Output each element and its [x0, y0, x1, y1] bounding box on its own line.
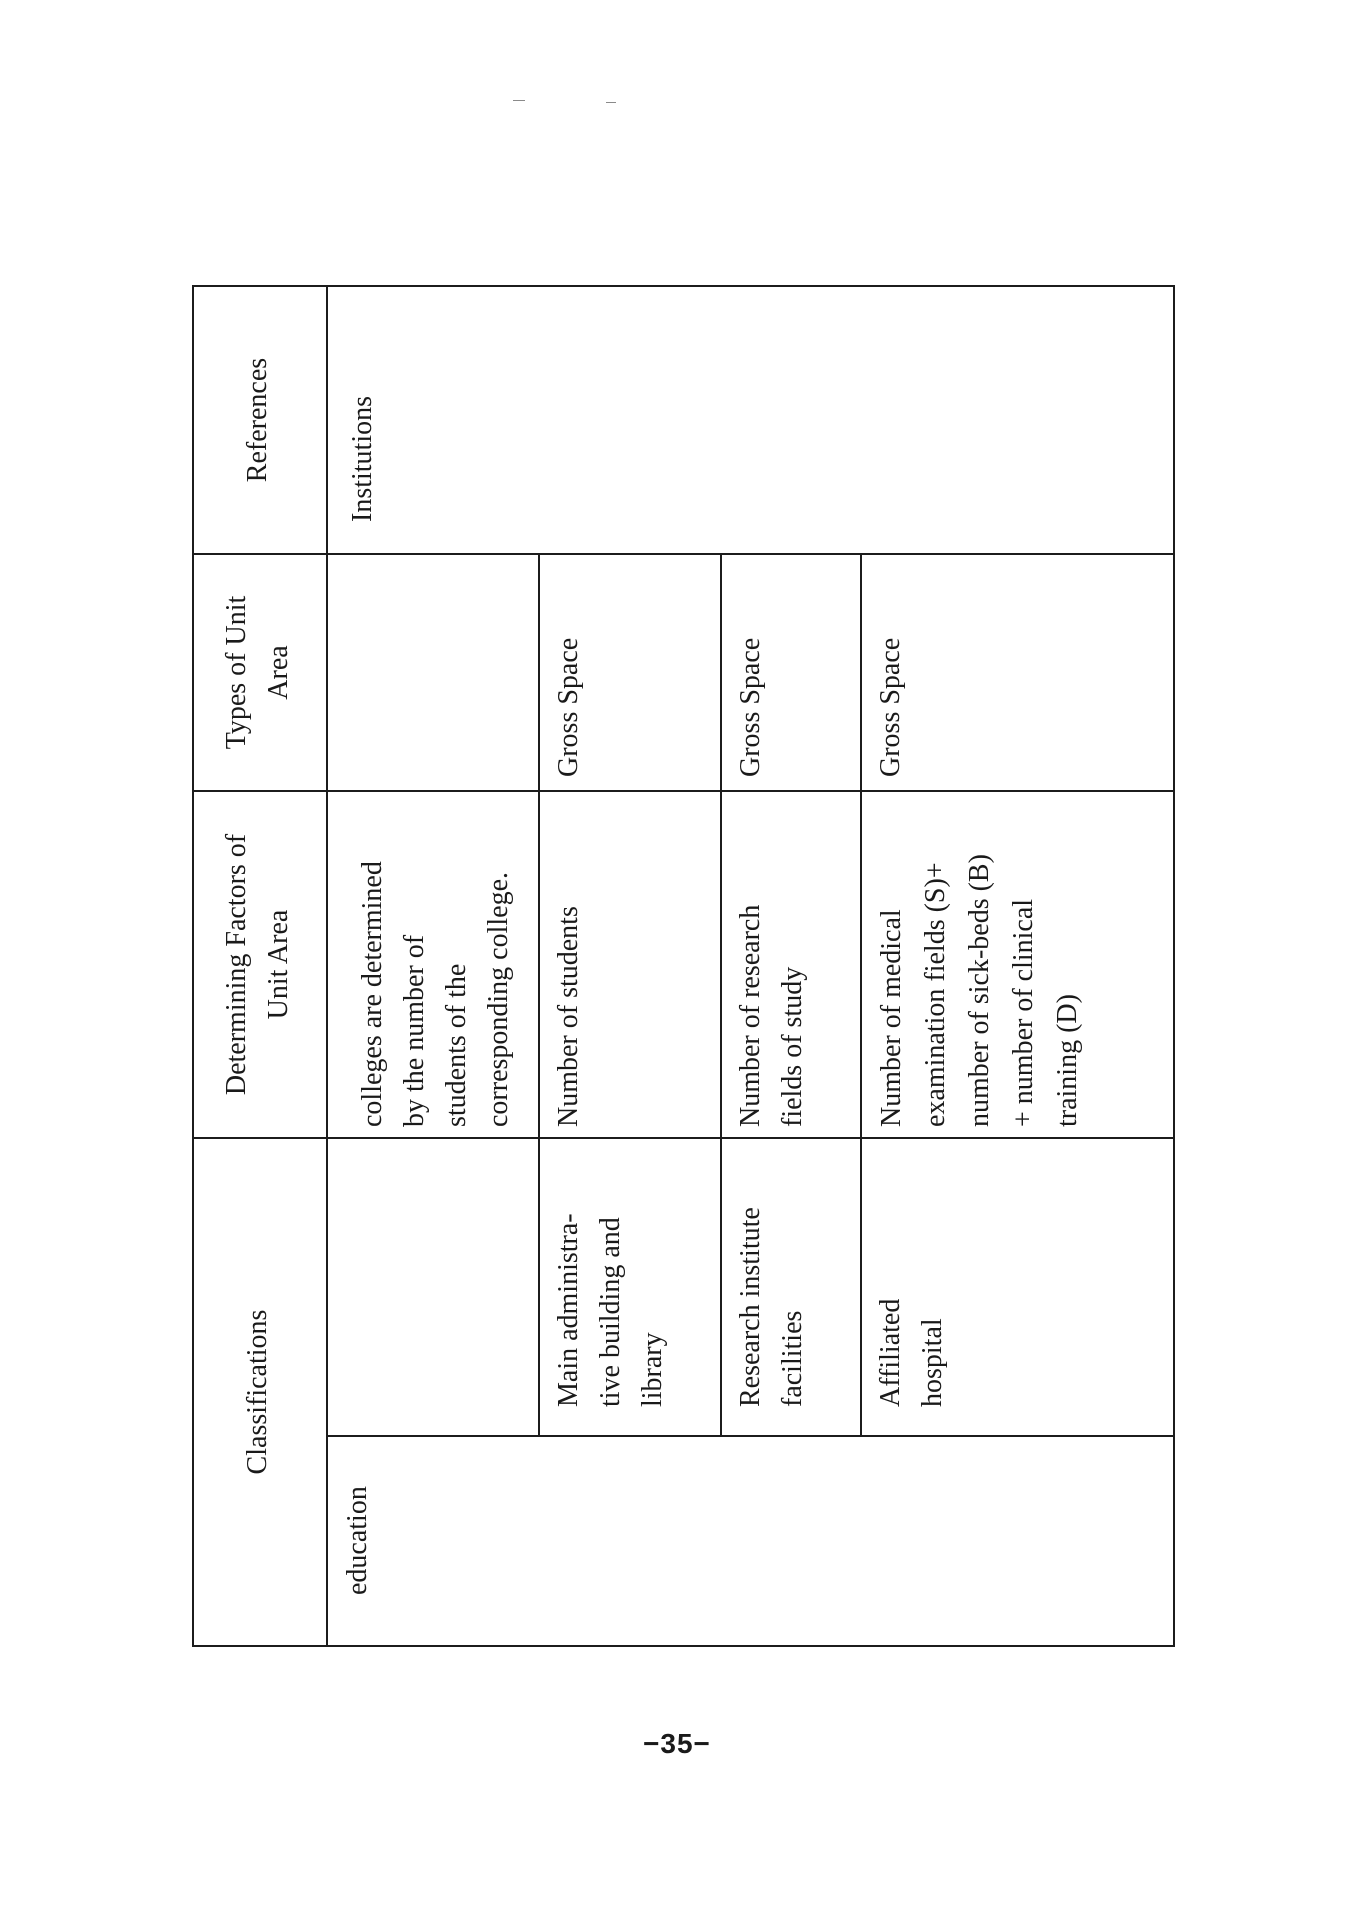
determining-factor-2: Number of students: [553, 906, 584, 1127]
row-divider-3: [860, 555, 862, 1437]
row-divider-1: [538, 555, 540, 1437]
unit-area-type-4: Gross Space: [875, 637, 906, 777]
header-classifications: Classifications: [242, 1309, 273, 1475]
header-determining-factors: Determining Factors of Unit Area: [221, 833, 294, 1096]
classification-group-label: education: [342, 1486, 373, 1595]
classification-3: Research institute facilities: [735, 1207, 808, 1407]
header-divider: [326, 285, 328, 1647]
determining-factor-3: Number of research fields of study: [735, 904, 808, 1127]
determining-factor-1: colleges are determined by the number of students of the corresponding college.: [357, 861, 514, 1127]
row-divider-2: [720, 555, 722, 1437]
col-divider-3: [192, 553, 1175, 555]
col-divider-1: [192, 1137, 1175, 1139]
scan-mark-left: [513, 100, 525, 101]
table-border-top: [192, 285, 194, 1647]
unit-area-type-2: Gross Space: [553, 637, 584, 777]
classification-4: Affiliated hospital: [875, 1298, 948, 1407]
table-border-bottom: [1173, 285, 1175, 1647]
classification-2: Main administra- tive building and library: [553, 1213, 668, 1407]
page-number: −35−: [643, 1728, 711, 1759]
determining-factor-4: Number of medical examination fields (S)+ number of sick-beds (B) + number of clinical training (D): [876, 854, 1083, 1127]
table-border-right: [192, 285, 1175, 287]
header-types-of-unit-area: Types of Unit Area: [221, 595, 294, 750]
header-references: References: [242, 357, 273, 483]
reference-1: Institutions: [347, 395, 378, 522]
scan-mark-right: [606, 102, 616, 103]
unit-area-type-3: Gross Space: [735, 637, 766, 777]
data-table: [192, 285, 1175, 1647]
classification-subdivider: [326, 1435, 1175, 1437]
table-border-left: [192, 1645, 1175, 1647]
